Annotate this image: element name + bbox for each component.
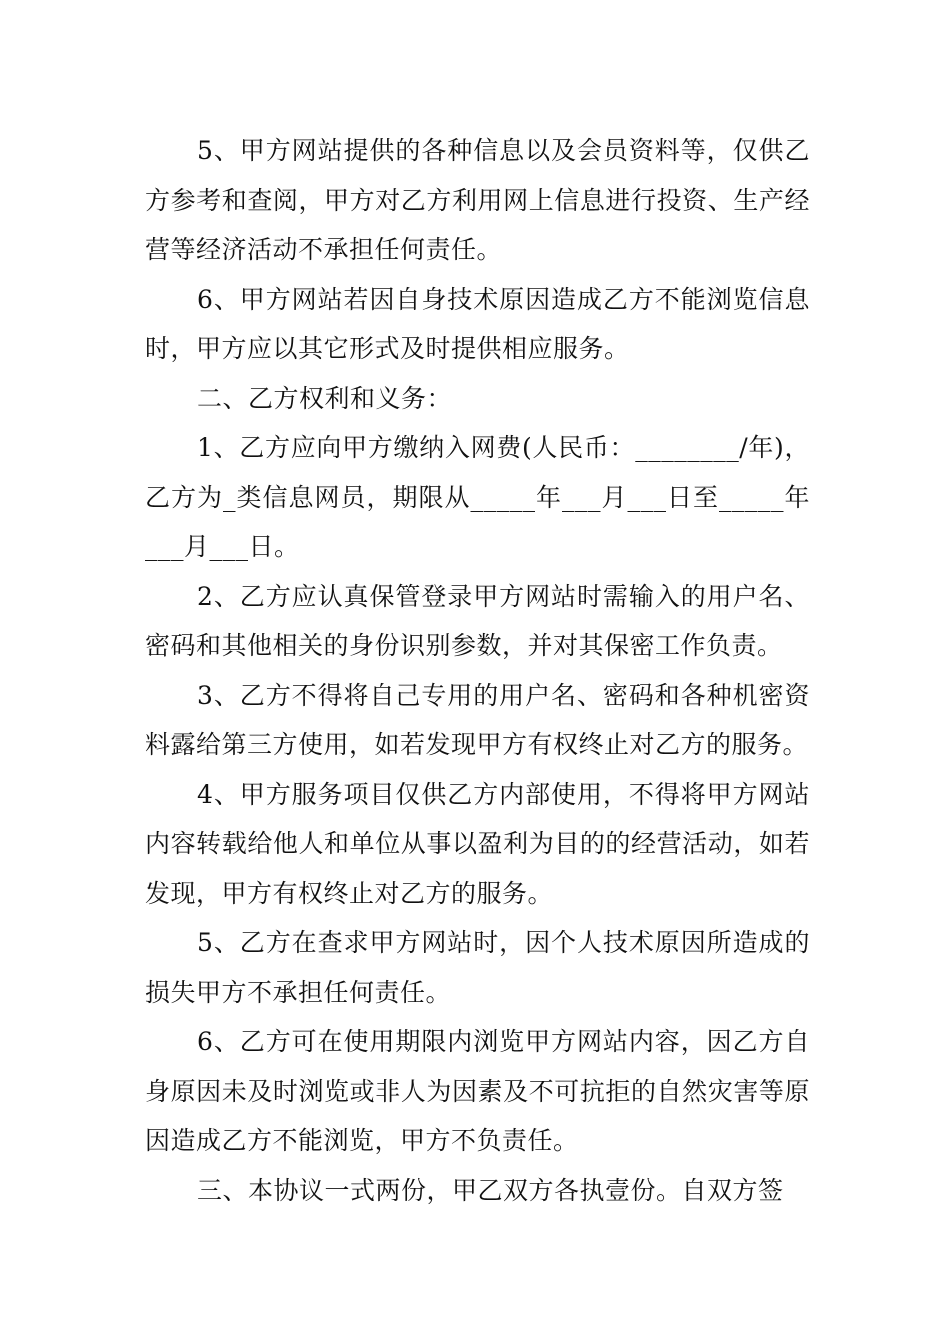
clause-party-b-2: 2、乙方应认真保管登录甲方网站时需输入的用户名、密码和其他相关的身份识别参数，并对其保密工作负责。: [145, 581, 810, 660]
clause-party-b-1: 1、乙方应向甲方缴纳入网费(人民币：________/年)，乙方为_类信息网员，期限从_____年___月___日至_____年___月___日。: [145, 433, 810, 561]
section-heading-party-b: 二、乙方权利和义务：: [197, 383, 453, 413]
clause-party-a-6: 6、甲方网站若因自身技术原因造成乙方不能浏览信息时，甲方应以其它形式及时提供相应服务。: [145, 284, 810, 363]
clause-party-b-6: 6、乙方可在使用期限内浏览甲方网站内容，因乙方自身原因未及时浏览或非人为因素及不可抗拒的自然灾害等原因造成乙方不能浏览，甲方不负责任。: [145, 1027, 810, 1155]
document-body: [145, 126, 810, 1215]
clause-party-b-4: 4、甲方服务项目仅供乙方内部使用，不得将甲方网站内容转载给他人和单位从事以盈利为目的的经营活动，如若发现，甲方有权终止对乙方的服务。: [145, 779, 810, 908]
clause-party-b-5: 5、乙方在查求甲方网站时，因个人技术原因所造成的损失甲方不承担任何责任。: [145, 928, 810, 1007]
clause-party-b-3: 3、乙方不得将自己专用的用户名、密码和各种机密资料露给第三方使用，如若发现甲方有权终止对乙方的服务。: [145, 680, 810, 759]
clause-party-a-5: 5、甲方网站提供的各种信息以及会员资料等，仅供乙方参考和查阅，甲方对乙方利用网上信息进行投资、生产经营等经济活动不承担任何责任。: [145, 136, 810, 264]
section-heading-3: 三、本协议一式两份，甲乙双方各执壹份。自双方签: [197, 1175, 784, 1205]
